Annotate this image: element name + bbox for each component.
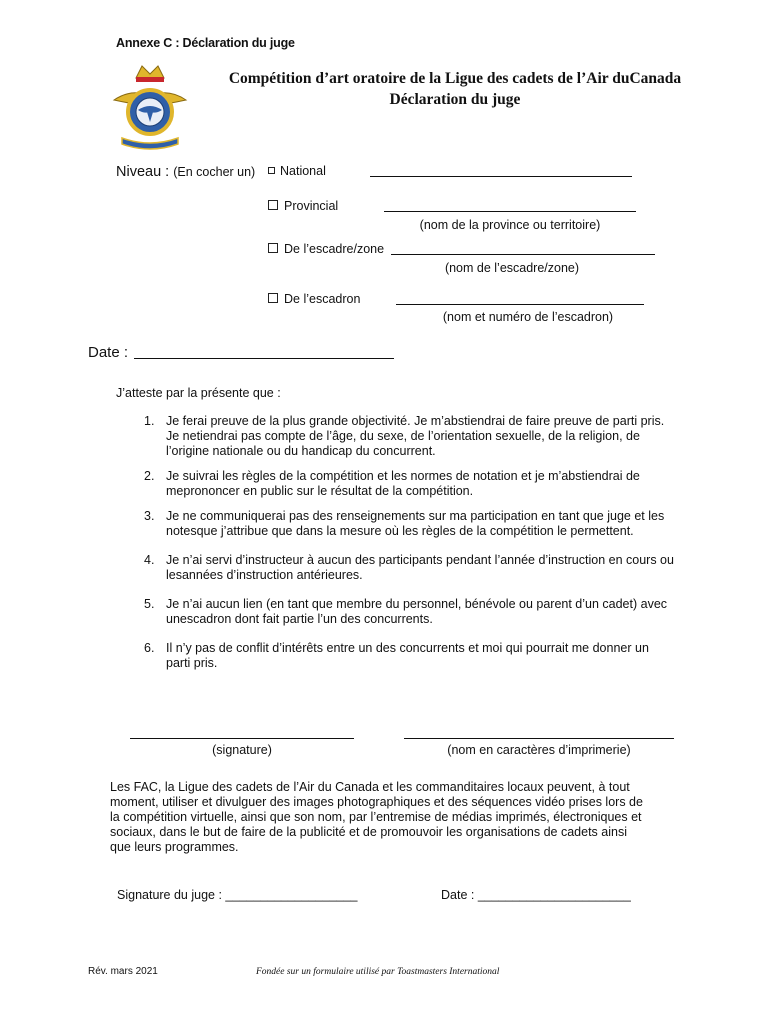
list-item: 6. Il n’y pas de conflit d’intérêts entre un des concurrents et moi qui pourrait me donner un parti pris. [144, 641, 649, 670]
signature-caption: (signature) [212, 743, 272, 757]
consent-paragraph: Les FAC, la Ligue des cadets de l’Air du Canada et les commanditaires locaux peuvent, à tout moment, utiliser et divulguer des images photographiques et des séquences vidéo prises lors de la compétition virtuelle, ainsi que son nom, par l’entremise de médias imprimés, électroniques et sociaux, dans le but de faire de la publicité et de promouvoir les organisations de cadets ainsi que leurs programmes. [110, 780, 643, 854]
level-option-squadron[interactable] [268, 292, 360, 306]
province-line[interactable] [384, 211, 636, 212]
squadron-line[interactable] [396, 304, 644, 305]
attest-intro: J’atteste par la présente que : [116, 386, 281, 400]
judge-signature-field[interactable]: Signature du juge : ___________________ [117, 888, 358, 902]
checkbox-icon[interactable] [268, 293, 278, 303]
list-item: 1. Je ferai preuve de la plus grande objectivité. Je m’abstiendrai de faire preuve de parti pris. Je netiendrai pas compte de l’âge, du sexe, de l’orientation sexuelle, de la religion, de l’origine nationale ou du handicap du concurrent. [144, 414, 665, 458]
level-hint: (En cocher un) [173, 165, 256, 179]
list-item: 3. Je ne communiquerai pas des renseignements sur ma participation en tant que juge et les notesque j’attribue que dans la mesure où les règles de la compétition le permettent. [144, 509, 665, 538]
level-option-provincial[interactable] [268, 199, 338, 213]
signature-line[interactable] [130, 738, 354, 739]
level-option-label: Provincial [284, 199, 339, 213]
national-line[interactable] [370, 176, 632, 177]
level-option-label: De l’escadron [284, 292, 361, 306]
level-option-wing-zone[interactable] [268, 242, 384, 256]
item-text: Je n’ai servi d’instructeur à aucun des participants pendant l’année d’instruction en cours ou lesannées d’instruction antérieures. [166, 553, 674, 582]
declaration-list [116, 414, 676, 671]
level-option-label: De l’escadre/zone [284, 242, 385, 256]
annex-heading: Annexe C : Déclaration du juge [116, 36, 295, 50]
printed-name-line[interactable] [404, 738, 674, 739]
wing-zone-caption: (nom de l’escadre/zone) [444, 261, 580, 275]
level-option-national[interactable] [268, 164, 326, 178]
item-text: Je ferai preuve de la plus grande objectivité. Je m’abstiendrai de faire preuve de parti pris. Je netiendrai pas compte de l’âge, du sexe, de l’orientation sexuelle, de la religion, de l’origine nationale ou du handicap du concurrent. [166, 414, 665, 458]
date-line[interactable] [134, 358, 394, 359]
province-caption: (nom de la province ou territoire) [419, 218, 601, 232]
item-text: Je n’ai aucun lien (en tant que membre du personnel, bénévole ou parent d’un cadet) avec unescadron dont fait partie l’un des concurrents. [166, 597, 668, 626]
printed-name-caption: (nom en caractères d’imprimerie) [447, 743, 631, 757]
level-label [116, 164, 255, 180]
wing-zone-line[interactable] [391, 254, 655, 255]
date-label: Date : [88, 344, 129, 361]
form-subtitle: Déclaration du juge [389, 91, 521, 108]
level-option-label: National [280, 164, 326, 178]
checkbox-icon[interactable] [268, 200, 278, 210]
air-cadet-crest-icon [112, 60, 188, 152]
item-text: Je suivrai les règles de la compétition et les normes de notation et je m’abstiendrai de meprononcer en public sur le résultat de la compétition. [166, 469, 640, 498]
list-item: 4. Je n’ai servi d’instructeur à aucun des participants pendant l’année d’instruction en cours ou lesannées d’instruction antérieures. [144, 553, 674, 582]
list-item: 5. Je n’ai aucun lien (en tant que membre du personnel, bénévole ou parent d’un cadet) avec unescadron dont fait partie l’un des concurrents. [144, 597, 668, 626]
item-text: Je ne communiquerai pas des renseignements sur ma participation en tant que juge et les notesque j’attribue que dans la mesure où les règles de la compétition le permettent. [166, 509, 665, 538]
level-label-text: Niveau : [116, 164, 170, 180]
squadron-caption: (nom et numéro de l’escadron) [442, 310, 614, 324]
form-title: Compétition d’art oratoire de la Ligue des cadets de l’Air duCanada [228, 70, 682, 87]
judge-date-field[interactable]: Date : ______________________ [441, 888, 631, 902]
item-text: Il n’y pas de conflit d’intérêts entre un des concurrents et moi qui pourrait me donner un parti pris. [166, 641, 649, 670]
list-item: 2. Je suivrai les règles de la compétition et les normes de notation et je m’abstiendrai de meprononcer en public sur le résultat de la compétition. [144, 469, 640, 498]
revision-note: Rév. mars 2021 [88, 966, 158, 977]
checkbox-icon[interactable] [268, 243, 278, 253]
source-note: Fondée sur un formulaire utilisé par Toastmasters International [256, 967, 500, 977]
checkbox-icon[interactable] [268, 167, 275, 174]
